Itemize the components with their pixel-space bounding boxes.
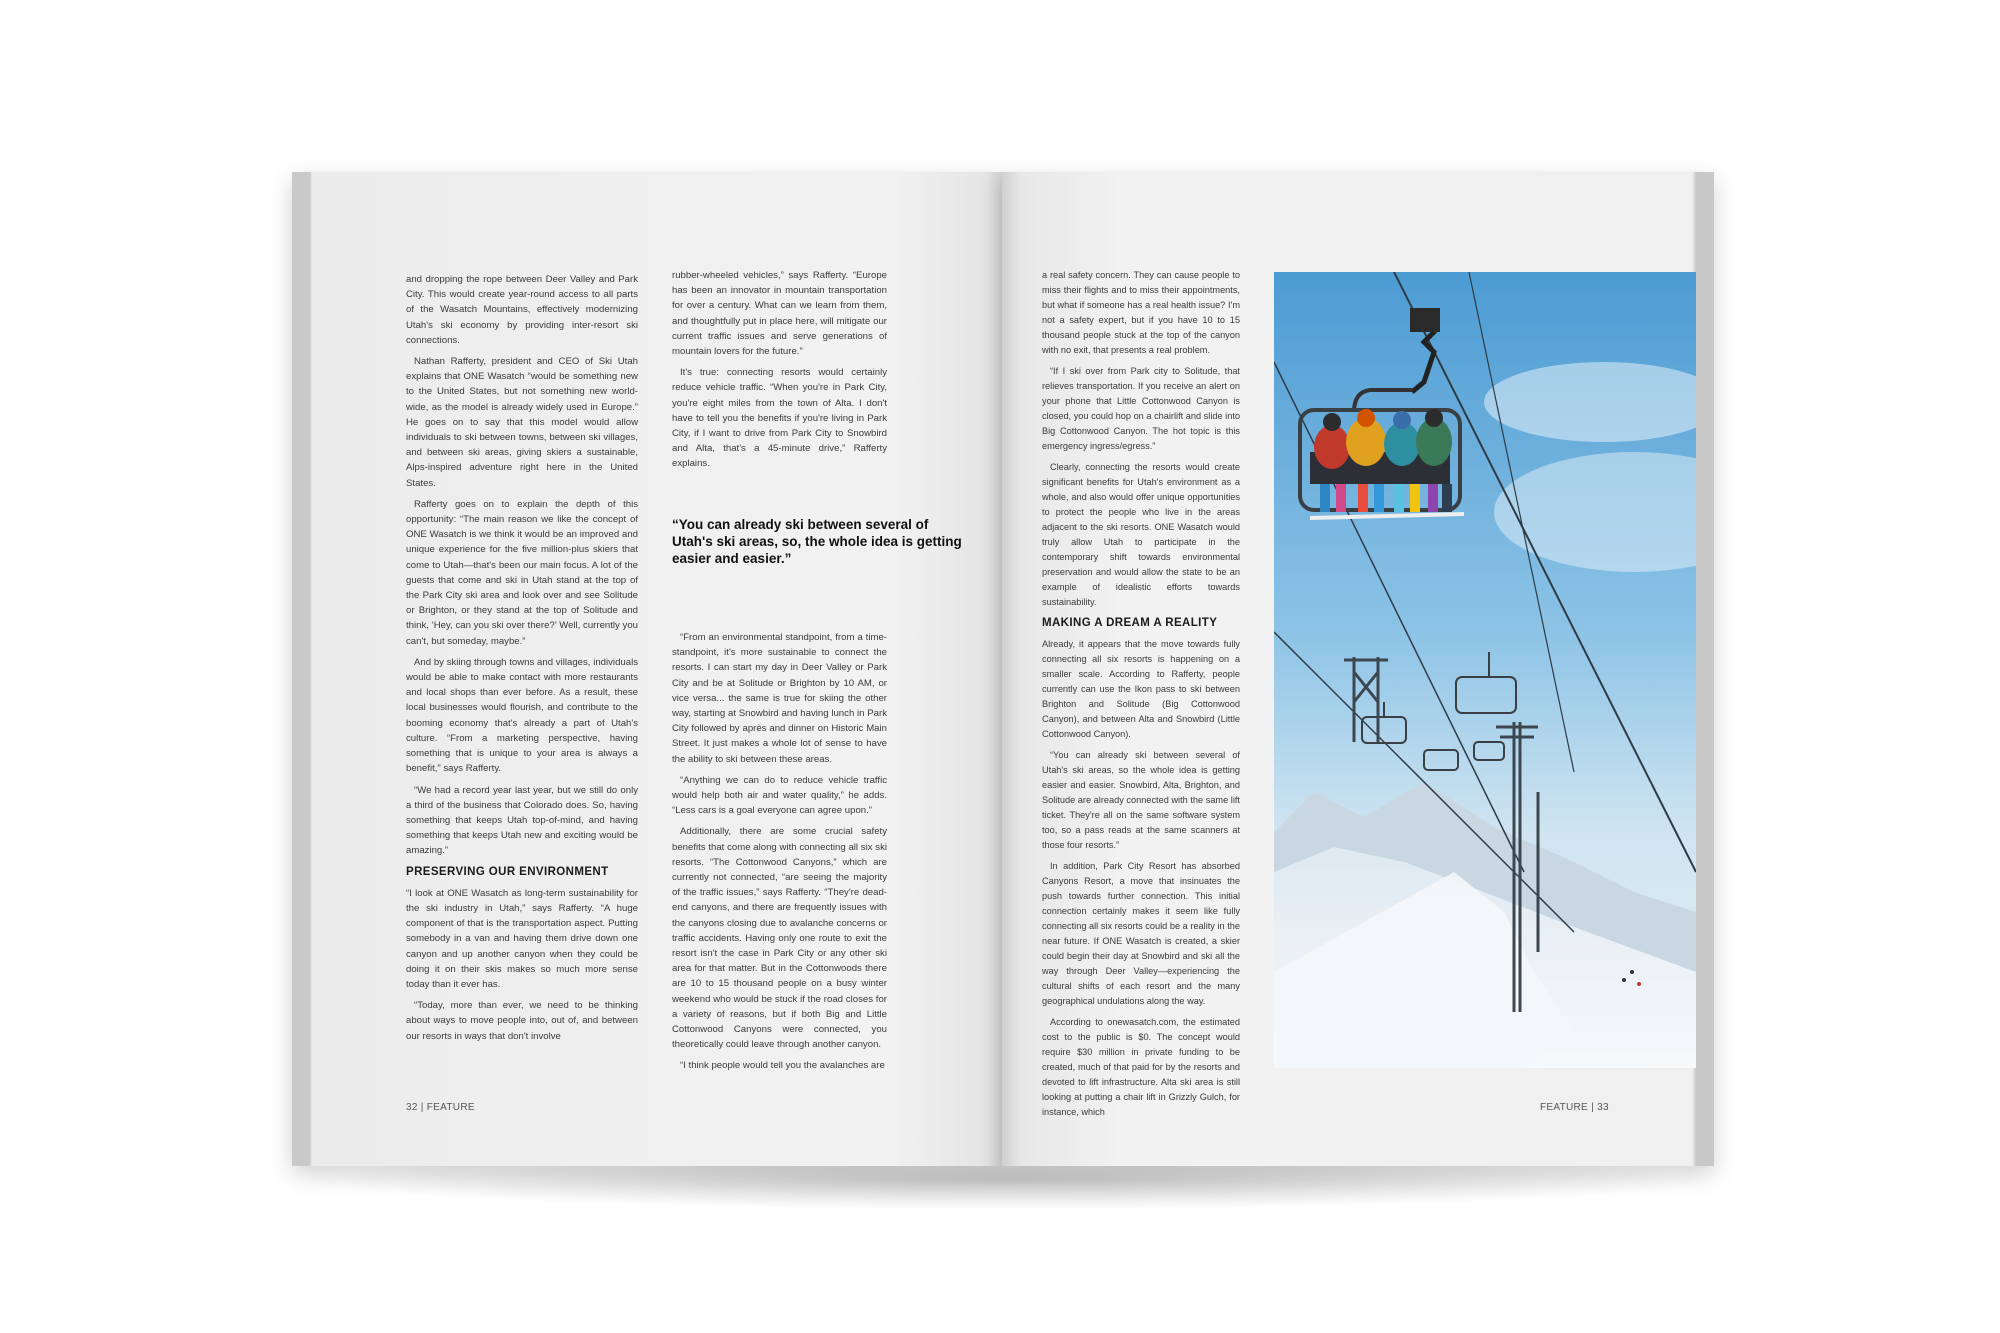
paragraph: “I look at ONE Wasatch as long-term sustainability for the ski industry in Utah,” says Rafferty. “A huge component of that is the transportation aspect. Putting somebody in a van and having them drive down one canyon and up another canyon when they could be doing it on their skis makes so much more sense today than it ever has. — [406, 887, 638, 990]
paragraph: and dropping the rope between Deer Valley and Park City. This would create year-round access to all parts of the Wasatch Mountains, effectively modernizing Utah's ski economy by providing inter-resort ski connections. — [406, 274, 638, 346]
paragraph: According to onewasatch.com, the estimated cost to the public is $0. The concept would require $30 million in private funding to be created, much of that paid for by the resorts and devoted to lift infrastructure. Alta ski area is still looking at putting a chair lift in Grizzly Gulch, for instance, which — [1042, 1017, 1240, 1117]
paragraph: In addition, Park City Resort has absorbed Canyons Resort, a move that insinuates the push towards further connection. This initial connection certainly makes it seem like fully connecting all six resorts could be a reality in the near future. If ONE Wasatch is created, a skier could begin their day at Snowbird and ski all the way through Deer Valley—experiencing the cultural shifts of each resort and the many geographical undulations along the way. — [1042, 861, 1240, 1006]
paragraph: It's true: connecting resorts would certainly reduce vehicle traffic. “When you're in Park City, you're eight miles from the town of Alta. I don't have to tell you the benefits if you're living in Park City, if I want to drive from Park City to Snowbird and Alta, that's a 45-minute drive,” Rafferty explains. — [672, 367, 887, 470]
paragraph: Nathan Rafferty, president and CEO of Ski Utah explains that ONE Wasatch “would be something new to the United States, but not something new world-wide, as the model is already widely used in Europe.” He goes on to say that this model would allow individuals to ski between towns, between ski villages, and between ski areas, giving skiers a sustainable, Alps-inspired adventure right here in the United States. — [406, 356, 638, 489]
right-page — [1002, 172, 1714, 1166]
paragraph: “From an environmental standpoint, from a time-standpoint, it's more sustainable to connect the resorts. I can start my day in Deer Valley or Park City and be at Solitude or Brighton by 10 AM, or vice versa... the same is true for skiing the other way, starting at Snowbird and having lunch in Park City followed by après and dinner on Historic Main Street. It just makes a whole lot of sense to have the ability to ski between these areas. — [672, 632, 887, 765]
paragraph: a real safety concern. They can cause people to miss their flights and to miss their appointments, but what if someone has a real health issue? I'm not a safety expert, but if you have 10 to 15 thousand people stuck at the top of the canyon with no exit, that presents a real problem. — [1042, 270, 1240, 355]
page-number-right: FEATURE | 33 — [1540, 1102, 1609, 1113]
section-heading: PRESERVING OUR ENVIRONMENT — [406, 865, 609, 878]
chairlift-photo — [1274, 272, 1696, 1068]
left-page — [292, 172, 1002, 1166]
page-number-left: 32 | FEATURE — [406, 1102, 475, 1113]
paragraph: And by skiing through towns and villages, individuals would be able to make contact with more restaurants and local shops than ever before. As a result, these local businesses would flourish, and contribute to the booming economy that's already a part of Utah's culture. “From a marketing perspective, having something that is unique to your area is always a benefit,” says Rafferty. — [406, 656, 638, 775]
left-column-1 — [406, 272, 638, 1050]
paragraph: rubber-wheeled vehicles,” says Rafferty. “Europe has been an innovator in mountain transportation for over a century. What can we learn from them, and thoughtfully put in place here, will mitigate our current traffic issues and serve generations of mountain lovers for the future.” — [672, 270, 887, 358]
paragraph: “We had a record year last year, but we still do only a third of the business that Colorado does. So, having something that keeps Utah top-of-mind, and having something that keeps Utah new and exciting would be amazing.” — [406, 784, 638, 857]
paragraph: Already, it appears that the move towards fully connecting all six resorts is happening on a smaller scale. According to Rafferty, people currently can use the Ikon pass to ski between Brighton and Solitude (Big Cottonwood Canyon), and between Alta and Snowbird (Little Cottonwood Canyon). — [1042, 639, 1240, 739]
paragraph: “If I ski over from Park city to Solitude, that relieves transportation. If you receive an alert on your phone that Little Cottonwood Canyon is closed, you could hop on a chairlift and slide into Big Cottonwood Canyon. The hot topic is this emergency ingress/egress.” — [1042, 366, 1240, 451]
paragraph: Clearly, connecting the resorts would create significant benefits for Utah's environment as a whole, and also would offer unique opportunities to protect the people who live in the areas adjacent to the ski resorts. ONE Wasatch would truly allow Utah to participate in the contemporary shift towards environmental preservation and would allow the state to be an example of idealistic efforts towards sustainability. — [1042, 462, 1240, 607]
paragraph: “Anything we can do to reduce vehicle traffic would help both air and water quality,” he adds. “Less cars is a goal everyone can agree upon.” — [672, 774, 887, 817]
paragraph: Additionally, there are some crucial safety benefits that come along with connecting all six ski resorts. “The Cottonwood Canyons,” which are currently not connected, “are seeing the majority of the traffic issues,” says Rafferty. “They're dead-end canyons, and there are frequently issues with the canyons closing due to avalanche concerns or traffic accidents. Having only one route to exit the resort isn't the case in Park City or any other ski area for that matter. But in the Cottonwoods there are 10 to 15 thousand people on a busy winter weekend who would be stuck if the road closes for a variety of reasons, but if both Big and Little Cottonwood Canyons were connected, you theoretically could leave through another canyon. — [672, 826, 887, 1051]
paragraph: “Today, more than ever, we need to be thinking about ways to move people into, out of, and between our resorts in ways that don't involve — [406, 1000, 638, 1042]
paragraph: Rafferty goes on to explain the depth of this opportunity: “The main reason we like the concept of ONE Wasatch is we think it would be an improved and unique experience for the five million-plus skiers that come to Utah—that's been our main focus. A lot of the guests that come and ski in Utah stand at the top of the Park City ski area and look over and see Solitude or Brighton, or they stand at the top of Solitude and think, ‘Hey, can you ski over there?’ Well, currently you can't, but someday, maybe.” — [406, 498, 638, 647]
left-column-2-top — [672, 268, 887, 478]
pull-quote: “You can already ski between several of Utah's ski areas, so, the whole idea is getting easier and easier.” — [672, 517, 962, 566]
right-column — [1042, 268, 1240, 1126]
paragraph: “You can already ski between several of Utah's ski areas, so the whole idea is getting easier and easier. Snowbird, Alta, Brighton, and Solitude are already connected with the same lift ticket. They're all on the same software system too, so a pass reads at the same scanners at those four resorts.” — [1042, 750, 1240, 850]
paragraph: “I think people would tell you the avalanches are — [680, 1060, 885, 1072]
section-heading: MAKING A DREAM A REALITY — [1042, 617, 1218, 629]
left-column-2-bottom — [672, 630, 887, 1080]
